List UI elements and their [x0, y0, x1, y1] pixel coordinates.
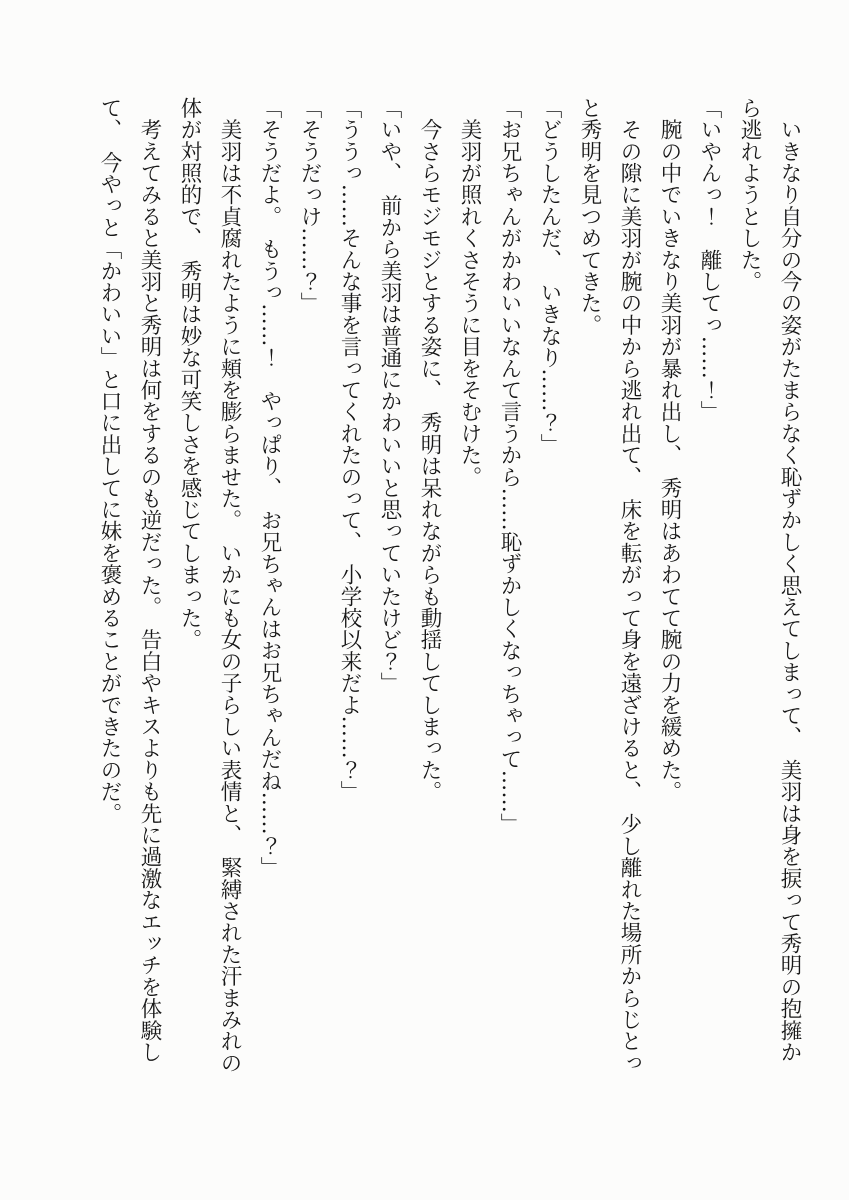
vertical-text-block [89, 97, 809, 1097]
text-line-14: 「そうだよ。 もうっ……！ やっぱり、 お兄ちゃんはお兄ちゃんだね……？」 [257, 97, 282, 879]
text-line-4: 腕の中でいきなり美羽が暴れ出し、 秀明はあわてて腕の力を緩めた。 [657, 97, 682, 803]
text-line-11: 「いや、 前から美羽は普通にかわいいと思っていたけど？」 [377, 97, 402, 694]
text-line-17: 考えてみると美羽と秀明は何をするのも逆だった。 告白やキスよりも先に過激なエッチを体験し [137, 97, 162, 1063]
text-line-12: 「ううっ……そんな事を言ってくれたのって、 小学校以来だよ……？」 [337, 97, 362, 803]
text-line-2: ら逃れようとした。 [737, 97, 762, 293]
text-line-7: 「どうしたんだ、 いきなり……？」 [537, 97, 562, 456]
text-line-6: と秀明を見つめてきた。 [577, 97, 602, 336]
text-line-10: 今さらモジモジとする姿に、 秀明は呆れながらも動揺してしまった。 [417, 97, 442, 803]
text-line-8: 「お兄ちゃんがかわいいなんて言うから……恥ずかしくなっちゃって……」 [497, 97, 522, 835]
text-line-5: その隙に美羽が腕の中から逃れ出て、 床を転がって身を遠ざけると、 少し離れた場所からじとっ [617, 97, 642, 1074]
text-line-16: 体が対照的で、 秀明は妙な可笑しさを感じてしまった。 [177, 97, 202, 651]
text-line-13: 「そうだっけ……？」 [297, 97, 322, 314]
text-line-9: 美羽が照れくさそうに目をそむけた。 [457, 97, 482, 488]
text-line-18: て、 今やっと「かわいい」と口に出してに妹を褒めることができたのだ。 [97, 97, 122, 825]
text-line-15: 美羽は不貞腐れたように頬を膨らませた。 いかにも女の子らしい表情と、 緊縛された汗まみれの [217, 97, 242, 1074]
text-line-1: いきなり自分の今の姿がたまらなく恥ずかしく思えてしまって、 美羽は身を捩って秀明の抱擁か [777, 97, 802, 1063]
text-line-3: 「いやんっ！ 離してっ……！」 [697, 97, 722, 423]
